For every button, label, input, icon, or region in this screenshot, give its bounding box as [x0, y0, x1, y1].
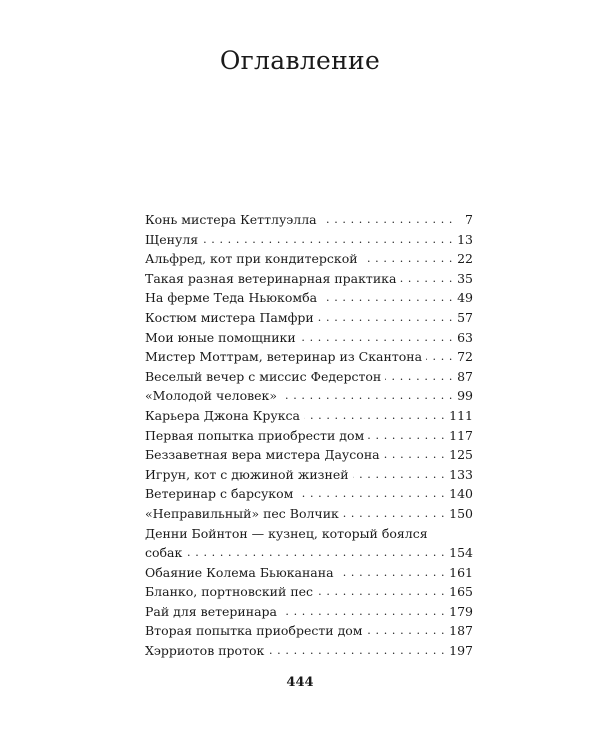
dot-leader: [353, 465, 446, 485]
dot-leader: [300, 328, 453, 348]
toc-entry-title-continued: собак: [145, 545, 183, 561]
toc-entry: [145, 602, 473, 622]
dot-leader: [426, 347, 453, 367]
toc-entry-title: Мистер Моттрам, ветеринар из Скантона: [145, 349, 423, 365]
toc-entry-title: Бланко, портновский пес: [145, 584, 314, 600]
toc-entry-page: 154: [449, 545, 473, 561]
toc-entry: [145, 210, 473, 230]
toc-entry-page: 35: [457, 270, 473, 286]
toc-entry-page: 63: [457, 329, 473, 345]
toc-entry-page: 72: [457, 349, 473, 365]
toc-entry: [145, 308, 473, 328]
toc-entry-title: «Молодой человек»: [145, 388, 277, 404]
toc-entry-page: 22: [457, 251, 473, 267]
toc-entry: [145, 563, 473, 583]
toc-entry: [145, 269, 473, 289]
dot-leader: [367, 621, 446, 641]
page-number: 444: [286, 675, 314, 690]
toc-entry: [145, 484, 473, 504]
toc-entry: [145, 347, 473, 367]
table-of-contents: [145, 210, 473, 661]
dot-leader: [281, 602, 445, 622]
dot-leader: [385, 367, 453, 387]
toc-entry-title: Беззаветная вера мистера Даусона: [145, 447, 380, 463]
toc-entry-title: Рай для ветеринара: [145, 603, 277, 619]
toc-entry-page: 125: [449, 447, 473, 463]
toc-entry-continuation: [145, 543, 473, 563]
toc-entry-title: Щенуля: [145, 231, 199, 247]
toc-entry-page: 179: [449, 603, 473, 619]
toc-entry: [145, 249, 473, 269]
toc-entry-title: Мои юные помощники: [145, 329, 296, 345]
toc-entry-page: 57: [457, 309, 473, 325]
dot-leader: [343, 504, 445, 524]
toc-entry-title: На ферме Теда Ньюкомба: [145, 290, 318, 306]
toc-entry: [145, 465, 473, 485]
dot-leader: [338, 563, 446, 583]
toc-entry: [145, 288, 473, 308]
toc-entry-title: Игрун, кот с дюжиной жизней: [145, 466, 349, 482]
toc-entry: [145, 621, 473, 641]
dot-leader: [321, 288, 453, 308]
dot-leader: [317, 582, 445, 602]
toc-entry-page: 187: [449, 623, 473, 639]
toc-entry-title: Такая разная ветеринарная практика: [145, 270, 397, 286]
toc-entry-page: 87: [457, 368, 473, 384]
toc-entry-page: 99: [457, 388, 473, 404]
toc-entry-title: Альфред, кот при кондитерской: [145, 251, 358, 267]
toc-entry: [145, 426, 473, 446]
toc-entry-page: 111: [449, 407, 473, 423]
toc-entry: [145, 367, 473, 387]
toc-entry-title: Костюм мистера Памфри: [145, 309, 314, 325]
toc-entry-title: Обаяние Колема Бьюканана: [145, 564, 334, 580]
dot-leader: [297, 484, 445, 504]
toc-entry-page: 13: [457, 231, 473, 247]
toc-entry-title: Конь мистера Кеттлуэлла: [145, 212, 317, 227]
toc-entry: [145, 641, 473, 661]
dot-leader: [400, 269, 453, 289]
toc-entry-page: 161: [449, 564, 473, 580]
dot-leader: [186, 543, 445, 563]
toc-entry-title: «Неправильный» пес Волчик: [145, 505, 339, 521]
toc-entry: [145, 386, 473, 406]
toc-entry-title: Вторая попытка приобрести дом: [145, 623, 363, 639]
dot-leader: [304, 406, 445, 426]
toc-entry-title: Хэрриотов проток: [145, 643, 265, 659]
toc-entry: [145, 328, 473, 348]
page-title: Оглавление: [219, 46, 381, 75]
toc-entry-page: 197: [449, 643, 473, 659]
dot-leader: [318, 308, 453, 328]
toc-entry: [145, 582, 473, 602]
toc-entry-page: 49: [457, 290, 473, 306]
dot-leader: [384, 445, 446, 465]
toc-entry-page: 140: [449, 486, 473, 502]
toc-entry-page: 7: [465, 212, 473, 227]
dot-leader: [281, 386, 453, 406]
toc-entry: [145, 524, 473, 563]
toc-entry: [145, 445, 473, 465]
toc-entry-title: Первая попытка приобрести дом: [145, 427, 365, 443]
toc-entry-title: Ветеринар с барсуком: [145, 486, 294, 502]
dot-leader: [321, 210, 453, 230]
toc-entry: [145, 230, 473, 250]
toc-entry-page: 150: [449, 505, 473, 521]
dot-leader: [202, 230, 453, 250]
toc-entry-title: Денни Бойнтон — кузнец, который боялся: [145, 525, 428, 541]
dot-leader: [268, 641, 445, 661]
toc-entry: [145, 504, 473, 524]
toc-entry-title: Веселый вечер с миссис Федерстон: [145, 368, 382, 384]
toc-entry-page: 165: [449, 584, 473, 600]
toc-entry: [145, 406, 473, 426]
dot-leader: [362, 249, 453, 269]
toc-entry-title: Карьера Джона Крукса: [145, 407, 300, 423]
toc-entry-page: 117: [449, 427, 473, 443]
toc-entry-page: 133: [449, 466, 473, 482]
dot-leader: [368, 426, 445, 446]
